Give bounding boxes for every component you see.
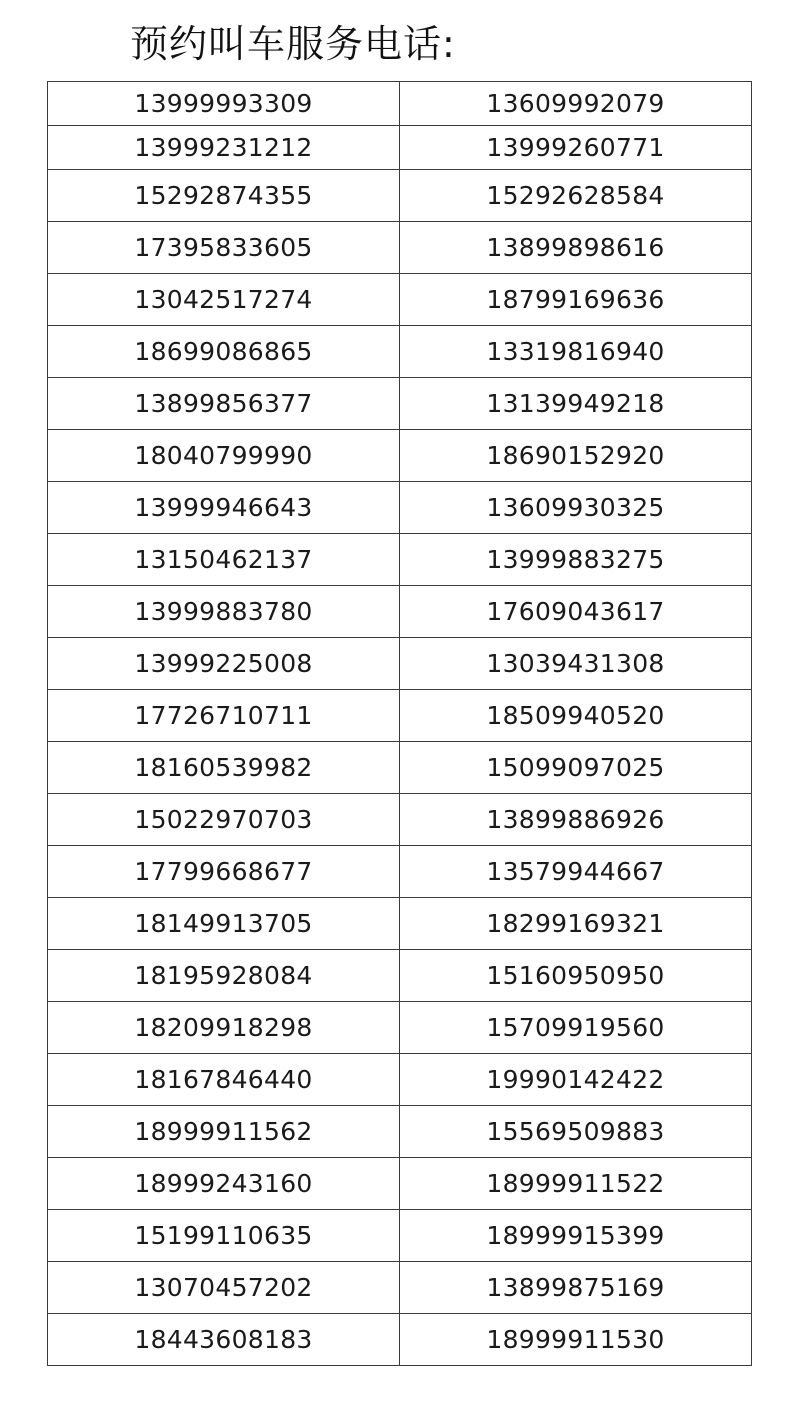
table-row — [48, 1210, 752, 1262]
table-row — [48, 482, 752, 534]
phone-number-left: 13999231212 — [48, 126, 400, 170]
phone-number-right: 15099097025 — [400, 742, 752, 794]
phone-number-left: 18195928084 — [48, 950, 400, 1002]
phone-number-left: 18999243160 — [48, 1158, 400, 1210]
phone-number-right: 15709919560 — [400, 1002, 752, 1054]
phone-number-right: 18799169636 — [400, 274, 752, 326]
table-row — [48, 638, 752, 690]
phone-number-right: 19990142422 — [400, 1054, 752, 1106]
table-row — [48, 742, 752, 794]
phone-number-right: 13899898616 — [400, 222, 752, 274]
phone-number-right: 13319816940 — [400, 326, 752, 378]
phone-number-right: 18690152920 — [400, 430, 752, 482]
phone-number-left: 13999883780 — [48, 586, 400, 638]
table-row — [48, 170, 752, 222]
table-row — [48, 898, 752, 950]
phone-number-right: 15160950950 — [400, 950, 752, 1002]
table-row — [48, 586, 752, 638]
phone-number-left: 13999225008 — [48, 638, 400, 690]
table-row — [48, 378, 752, 430]
phone-number-left: 13999946643 — [48, 482, 400, 534]
phone-number-right: 13579944667 — [400, 846, 752, 898]
phone-number-left: 13899856377 — [48, 378, 400, 430]
phone-number-left: 15292874355 — [48, 170, 400, 222]
phone-number-left: 13999993309 — [48, 82, 400, 126]
phone-number-right: 18299169321 — [400, 898, 752, 950]
phone-number-right: 13609992079 — [400, 82, 752, 126]
table-row — [48, 1106, 752, 1158]
phone-number-right: 13039431308 — [400, 638, 752, 690]
phone-number-right: 13139949218 — [400, 378, 752, 430]
phone-number-right: 17609043617 — [400, 586, 752, 638]
phone-number-table — [47, 81, 752, 1366]
phone-number-left: 18999911562 — [48, 1106, 400, 1158]
phone-number-right: 13999260771 — [400, 126, 752, 170]
phone-number-left: 18699086865 — [48, 326, 400, 378]
page-title: 预约叫车服务电话: — [130, 22, 456, 66]
phone-number-right: 18999911530 — [400, 1314, 752, 1366]
phone-number-left: 18443608183 — [48, 1314, 400, 1366]
phone-number-left: 13042517274 — [48, 274, 400, 326]
phone-number-right: 13609930325 — [400, 482, 752, 534]
table-row — [48, 1054, 752, 1106]
table-row — [48, 430, 752, 482]
phone-number-left: 17726710711 — [48, 690, 400, 742]
table-row — [48, 1314, 752, 1366]
table-row — [48, 222, 752, 274]
phone-number-left: 15022970703 — [48, 794, 400, 846]
phone-number-right: 18509940520 — [400, 690, 752, 742]
phone-number-right: 18999915399 — [400, 1210, 752, 1262]
phone-number-left: 17395833605 — [48, 222, 400, 274]
table-row — [48, 950, 752, 1002]
phone-number-right: 13999883275 — [400, 534, 752, 586]
table-row — [48, 82, 752, 126]
phone-number-left: 18209918298 — [48, 1002, 400, 1054]
phone-number-left: 18040799990 — [48, 430, 400, 482]
table-row — [48, 1262, 752, 1314]
phone-number-left: 18160539982 — [48, 742, 400, 794]
phone-number-left: 18167846440 — [48, 1054, 400, 1106]
table-row — [48, 126, 752, 170]
table-row — [48, 534, 752, 586]
table-row — [48, 1158, 752, 1210]
table-row — [48, 274, 752, 326]
table-row — [48, 846, 752, 898]
phone-number-table-body — [48, 82, 752, 1366]
phone-number-right: 18999911522 — [400, 1158, 752, 1210]
table-row — [48, 690, 752, 742]
phone-number-left: 15199110635 — [48, 1210, 400, 1262]
phone-number-right: 15569509883 — [400, 1106, 752, 1158]
phone-number-left: 18149913705 — [48, 898, 400, 950]
phone-number-left: 13070457202 — [48, 1262, 400, 1314]
table-row — [48, 794, 752, 846]
table-row — [48, 1002, 752, 1054]
table-row — [48, 326, 752, 378]
phone-number-left: 13150462137 — [48, 534, 400, 586]
phone-number-right: 13899886926 — [400, 794, 752, 846]
phone-number-right: 13899875169 — [400, 1262, 752, 1314]
phone-number-left: 17799668677 — [48, 846, 400, 898]
phone-number-right: 15292628584 — [400, 170, 752, 222]
